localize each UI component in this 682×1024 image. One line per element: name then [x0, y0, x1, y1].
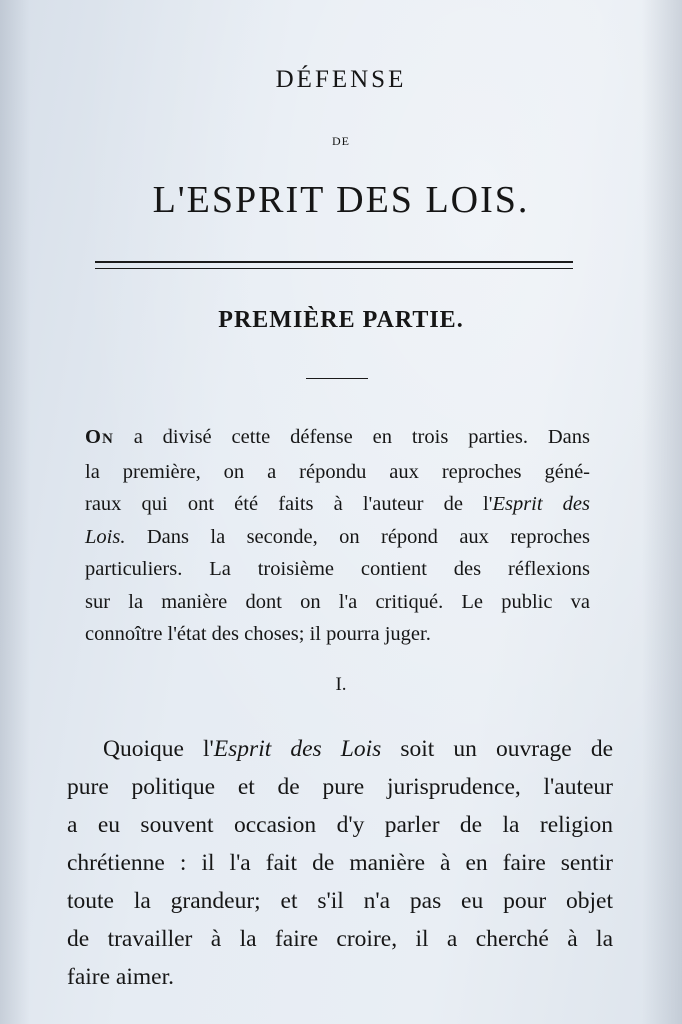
page-edge-shadow	[642, 0, 682, 1024]
intro-line-4	[85, 521, 590, 554]
body-italic-title: Esprit des Lois	[213, 736, 382, 762]
body-line-1	[67, 730, 613, 768]
section-number: I.	[335, 674, 347, 695]
intro-line-6: sur la manière dont on l'a critiqué. Le public va	[85, 590, 590, 613]
title-defense: DÉFENSE	[275, 66, 407, 93]
intro-text-4: Dans la seconde, on répond aux reproches	[125, 525, 590, 548]
intro-italic-esprit: Esprit des	[492, 493, 591, 515]
short-rule-divider	[306, 378, 368, 379]
body-text-1c: soit un ouvrage de	[381, 736, 613, 762]
intro-line-1	[85, 421, 590, 456]
title-de: DE	[332, 134, 350, 148]
intro-paragraph	[85, 421, 590, 651]
body-line-5: toute la grandeur; et s'il n'a pas eu pour objet	[67, 888, 613, 914]
title-esprit-des-lois: L'ESPRIT DES LOIS.	[152, 179, 530, 221]
double-rule-divider	[95, 261, 573, 269]
intro-text-3: raux qui ont été faits à l'auteur de l'	[85, 493, 493, 515]
intro-italic-lois: Lois.	[85, 525, 126, 548]
dropcap-n: N	[101, 431, 114, 447]
dropcap-o: O	[85, 426, 102, 448]
body-line-7: faire aimer.	[67, 964, 174, 990]
body-text-1a: Quoique l'	[103, 736, 214, 762]
intro-line-7: connoître l'état des choses; il pourra juger.	[85, 623, 431, 645]
intro-line-3	[85, 488, 590, 521]
gutter-shadow	[0, 0, 30, 1024]
body-line-3: a eu souvent occasion d'y parler de la religion	[67, 812, 613, 838]
body-line-6: de travailler à la faire croire, il a cherché à la	[67, 926, 613, 952]
intro-text-1: a divisé cette défense en trois parties. Dans	[113, 426, 590, 448]
body-line-2: pure politique et de pure jurisprudence, l'auteur	[67, 774, 613, 800]
intro-line-2: la première, on a répondu aux reproches géné-	[85, 460, 590, 483]
drop-capital	[85, 426, 114, 448]
part-heading: PREMIÈRE PARTIE.	[218, 307, 464, 333]
body-line-4: chrétienne : il l'a fait de manière à en faire sentir	[67, 850, 613, 876]
intro-line-5: particuliers. La troisième contient des réflexions	[85, 558, 590, 580]
body-paragraph	[67, 730, 613, 996]
